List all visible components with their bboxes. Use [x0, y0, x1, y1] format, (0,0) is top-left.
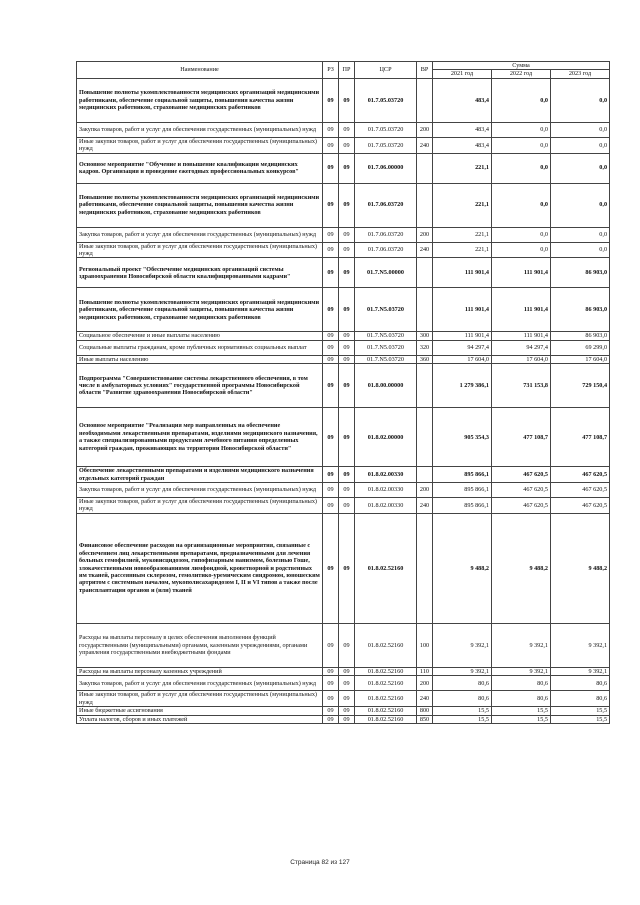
row-csr: 01.8.02.52160 — [355, 513, 417, 623]
row-amount-2021: 15,5 — [433, 715, 492, 723]
row-amount-2023: 80,6 — [551, 676, 610, 691]
row-amount-2023: 467 620,5 — [551, 498, 610, 514]
header-year-2023: 2023 год — [551, 70, 610, 78]
row-amount-2022: 9 392,1 — [492, 623, 551, 667]
row-rz: 09 — [323, 355, 339, 363]
row-pr: 09 — [339, 288, 355, 332]
row-amount-2022: 0,0 — [492, 227, 551, 242]
table-row — [77, 78, 610, 122]
row-rz: 09 — [323, 340, 339, 355]
table-row — [77, 183, 610, 227]
row-csr: 01.7.05.03720 — [355, 122, 417, 137]
row-amount-2021: 111 901,4 — [433, 288, 492, 332]
header-csr: ЦСР — [355, 62, 417, 79]
header-sum: Сумма — [433, 62, 610, 70]
row-pr: 09 — [339, 122, 355, 137]
row-amount-2023: 86 903,0 — [551, 288, 610, 332]
row-amount-2022: 15,5 — [492, 715, 551, 723]
row-amount-2021: 17 604,0 — [433, 355, 492, 363]
row-amount-2023: 80,6 — [551, 691, 610, 707]
row-amount-2022: 0,0 — [492, 122, 551, 137]
row-amount-2021: 80,6 — [433, 691, 492, 707]
row-name: Закупка товаров, работ и услуг для обеспечения государственных (муниципальных) нужд — [77, 227, 323, 242]
row-amount-2021: 895 866,1 — [433, 467, 492, 483]
row-rz: 09 — [323, 623, 339, 667]
row-pr: 09 — [339, 513, 355, 623]
row-csr: 01.8.02.52160 — [355, 707, 417, 715]
row-csr: 01.8.02.00330 — [355, 467, 417, 483]
header-year-2021: 2021 год — [433, 70, 492, 78]
row-amount-2023: 15,5 — [551, 707, 610, 715]
row-rz: 09 — [323, 183, 339, 227]
row-amount-2023: 0,0 — [551, 78, 610, 122]
row-name: Иные закупки товаров, работ и услуг для обеспечения государственных (муниципальных) нужд — [77, 691, 323, 707]
row-vr: 240 — [417, 137, 433, 153]
table-row — [77, 408, 610, 467]
row-amount-2022: 467 620,5 — [492, 498, 551, 514]
row-rz: 09 — [323, 288, 339, 332]
row-vr: 240 — [417, 242, 433, 258]
row-csr: 01.8.02.52160 — [355, 715, 417, 723]
row-rz: 09 — [323, 715, 339, 723]
row-csr: 01.7.06.03720 — [355, 227, 417, 242]
row-amount-2023: 729 150,4 — [551, 364, 610, 408]
row-amount-2021: 221,1 — [433, 227, 492, 242]
table-row — [77, 122, 610, 137]
row-amount-2022: 80,6 — [492, 676, 551, 691]
row-rz: 09 — [323, 483, 339, 498]
row-name: Иные закупки товаров, работ и услуг для обеспечения государственных (муниципальных) нужд — [77, 137, 323, 153]
table-row — [77, 707, 610, 715]
row-amount-2022: 0,0 — [492, 242, 551, 258]
table-row — [77, 288, 610, 332]
row-amount-2023: 9 488,2 — [551, 513, 610, 623]
row-vr — [417, 288, 433, 332]
row-rz: 09 — [323, 408, 339, 467]
row-amount-2022: 0,0 — [492, 183, 551, 227]
row-amount-2021: 221,1 — [433, 153, 492, 183]
row-pr: 09 — [339, 467, 355, 483]
row-amount-2023: 86 903,0 — [551, 258, 610, 288]
row-vr — [417, 258, 433, 288]
row-vr: 100 — [417, 623, 433, 667]
table-row — [77, 467, 610, 483]
page-number: Страница 82 из 127 — [290, 859, 350, 866]
row-name: Иные бюджетные ассигнования — [77, 707, 323, 715]
row-amount-2021: 895 866,1 — [433, 483, 492, 498]
row-amount-2021: 15,5 — [433, 707, 492, 715]
row-name: Расходы на выплаты персоналу в целях обеспечения выполнения функций государственными (муниципальными) органами, казенными учреждениями, органами управления государственными внебюджетными фондами — [77, 623, 323, 667]
row-pr: 09 — [339, 715, 355, 723]
row-csr: 01.7.06.03720 — [355, 242, 417, 258]
row-amount-2022: 9 392,1 — [492, 667, 551, 675]
table-body — [77, 78, 610, 723]
row-pr: 09 — [339, 227, 355, 242]
row-vr: 850 — [417, 715, 433, 723]
row-rz: 09 — [323, 707, 339, 715]
header-rz: РЗ — [323, 62, 339, 79]
row-pr: 09 — [339, 707, 355, 715]
row-amount-2021: 483,4 — [433, 78, 492, 122]
row-rz: 09 — [323, 498, 339, 514]
budget-table — [76, 61, 610, 724]
table-row — [77, 676, 610, 691]
row-amount-2021: 1 279 386,1 — [433, 364, 492, 408]
row-csr: 01.8.02.52160 — [355, 667, 417, 675]
row-vr: 200 — [417, 227, 433, 242]
row-rz: 09 — [323, 467, 339, 483]
row-amount-2021: 111 901,4 — [433, 332, 492, 340]
table-row — [77, 513, 610, 623]
row-rz: 09 — [323, 364, 339, 408]
row-vr — [417, 183, 433, 227]
row-pr: 09 — [339, 676, 355, 691]
row-amount-2022: 15,5 — [492, 707, 551, 715]
row-amount-2021: 94 297,4 — [433, 340, 492, 355]
row-csr: 01.7.N5.00000 — [355, 258, 417, 288]
row-name: Финансовое обеспечение расходов на организационные мероприятия, связанные с обеспечением лиц лекарственными препаратами, предназначенными для лечения больных гемофилией, муковисцидозом, гипофизарным нанизмом, болезнью Гоше, злокачественными новообразованиями лимфоидной, кроветворной и родственных им тканей, рассеянным склерозом, гемолитико-уремическим синдромом, юношеским артритом с системным началом, мукополисахаридозом I, II и VI типов а также после трансплантации органов и (или) тканей — [77, 513, 323, 623]
table-row — [77, 623, 610, 667]
row-amount-2023: 0,0 — [551, 153, 610, 183]
row-vr: 240 — [417, 691, 433, 707]
row-csr: 01.7.N5.03720 — [355, 332, 417, 340]
row-name: Социальные выплаты гражданам, кроме публичных нормативных социальных выплат — [77, 340, 323, 355]
row-amount-2023: 477 108,7 — [551, 408, 610, 467]
row-amount-2023: 0,0 — [551, 137, 610, 153]
row-pr: 09 — [339, 483, 355, 498]
budget-table-sheet — [76, 61, 609, 724]
row-name: Основное мероприятие "Обучение и повышение квалификации медицинских кадров. Организация и проведение ежегодных профессиональных конкурсов" — [77, 153, 323, 183]
row-amount-2023: 15,5 — [551, 715, 610, 723]
row-amount-2023: 86 903,0 — [551, 332, 610, 340]
row-amount-2021: 905 354,3 — [433, 408, 492, 467]
row-amount-2023: 0,0 — [551, 122, 610, 137]
row-vr: 110 — [417, 667, 433, 675]
row-csr: 01.7.05.03720 — [355, 78, 417, 122]
row-vr: 200 — [417, 676, 433, 691]
row-name: Закупка товаров, работ и услуг для обеспечения государственных (муниципальных) нужд — [77, 483, 323, 498]
row-amount-2021: 895 866,1 — [433, 498, 492, 514]
table-row — [77, 691, 610, 707]
row-csr: 01.8.02.52160 — [355, 691, 417, 707]
row-amount-2022: 111 901,4 — [492, 332, 551, 340]
row-vr: 200 — [417, 483, 433, 498]
row-pr: 09 — [339, 667, 355, 675]
row-csr: 01.8.02.00330 — [355, 498, 417, 514]
row-amount-2021: 221,1 — [433, 242, 492, 258]
table-row — [77, 153, 610, 183]
row-amount-2021: 483,4 — [433, 122, 492, 137]
row-amount-2021: 111 901,4 — [433, 258, 492, 288]
row-amount-2023: 9 392,1 — [551, 623, 610, 667]
table-row — [77, 340, 610, 355]
row-name: Расходы на выплаты персоналу казенных учреждений — [77, 667, 323, 675]
row-pr: 09 — [339, 340, 355, 355]
row-name: Повышение полноты укомплектованности медицинских организаций медицинскими работниками, обеспечение социальной защиты, повышения качества жизни медицинских работников, страхование медицинских работников — [77, 78, 323, 122]
row-amount-2023: 69 299,0 — [551, 340, 610, 355]
row-csr: 01.8.00.00000 — [355, 364, 417, 408]
row-amount-2022: 0,0 — [492, 137, 551, 153]
row-amount-2022: 477 108,7 — [492, 408, 551, 467]
row-name: Подпрограмма "Совершенствование системы лекарственного обеспечения, в том числе в амбулаторных условиях" государственной программы Новосибирской области "Развитие здравоохранения Новосибирской области" — [77, 364, 323, 408]
row-pr: 09 — [339, 258, 355, 288]
table-row — [77, 483, 610, 498]
row-name: Обеспечение лекарственными препаратами и изделиями медицинского назначения отдельных категорий граждан — [77, 467, 323, 483]
row-amount-2022: 467 620,5 — [492, 467, 551, 483]
row-pr: 09 — [339, 183, 355, 227]
row-vr — [417, 364, 433, 408]
table-row — [77, 667, 610, 675]
row-vr: 200 — [417, 122, 433, 137]
row-pr: 09 — [339, 364, 355, 408]
header-name: Наименование — [77, 62, 323, 79]
row-vr: 800 — [417, 707, 433, 715]
table-row — [77, 715, 610, 723]
row-rz: 09 — [323, 258, 339, 288]
row-vr: 300 — [417, 332, 433, 340]
row-amount-2021: 9 392,1 — [433, 667, 492, 675]
row-csr: 01.8.02.00330 — [355, 483, 417, 498]
row-pr: 09 — [339, 153, 355, 183]
table-row — [77, 242, 610, 258]
row-rz: 09 — [323, 513, 339, 623]
row-amount-2022: 111 901,4 — [492, 258, 551, 288]
row-amount-2022: 0,0 — [492, 78, 551, 122]
row-pr: 09 — [339, 242, 355, 258]
row-csr: 01.7.N5.03720 — [355, 355, 417, 363]
row-name: Уплата налогов, сборов и иных платежей — [77, 715, 323, 723]
row-rz: 09 — [323, 122, 339, 137]
row-csr: 01.8.02.52160 — [355, 623, 417, 667]
header-pr: ПР — [339, 62, 355, 79]
row-pr: 09 — [339, 78, 355, 122]
table-row — [77, 364, 610, 408]
header-year-2022: 2022 год — [492, 70, 551, 78]
row-csr: 01.8.02.00000 — [355, 408, 417, 467]
row-amount-2022: 467 620,5 — [492, 483, 551, 498]
row-amount-2023: 0,0 — [551, 183, 610, 227]
row-vr — [417, 78, 433, 122]
table-row — [77, 332, 610, 340]
row-amount-2021: 9 488,2 — [433, 513, 492, 623]
row-amount-2022: 80,6 — [492, 691, 551, 707]
row-csr: 01.8.02.52160 — [355, 676, 417, 691]
row-amount-2021: 80,6 — [433, 676, 492, 691]
row-pr: 09 — [339, 332, 355, 340]
row-rz: 09 — [323, 332, 339, 340]
row-csr: 01.7.N5.03720 — [355, 288, 417, 332]
row-rz: 09 — [323, 667, 339, 675]
row-csr: 01.7.05.03720 — [355, 137, 417, 153]
row-csr: 01.7.06.00000 — [355, 153, 417, 183]
row-pr: 09 — [339, 498, 355, 514]
row-amount-2022: 9 488,2 — [492, 513, 551, 623]
table-header — [77, 62, 610, 79]
row-rz: 09 — [323, 676, 339, 691]
row-vr — [417, 153, 433, 183]
row-rz: 09 — [323, 691, 339, 707]
row-pr: 09 — [339, 408, 355, 467]
row-amount-2022: 17 604,0 — [492, 355, 551, 363]
row-rz: 09 — [323, 137, 339, 153]
header-vr: ВР — [417, 62, 433, 79]
row-amount-2023: 9 392,1 — [551, 667, 610, 675]
row-vr: 360 — [417, 355, 433, 363]
row-pr: 09 — [339, 137, 355, 153]
row-name: Основное мероприятие "Реализация мер направленных на обеспечение необходимыми лекарственными препаратами, изделиями медицинского назначения, а также специализированными продуктами лечебного питания определенных категорий граждан, проживающих на территории Новосибирской области" — [77, 408, 323, 467]
row-amount-2022: 111 901,4 — [492, 288, 551, 332]
row-amount-2023: 467 620,5 — [551, 467, 610, 483]
row-amount-2022: 94 297,4 — [492, 340, 551, 355]
row-name: Социальное обеспечение и иные выплаты населению — [77, 332, 323, 340]
row-amount-2021: 483,4 — [433, 137, 492, 153]
row-rz: 09 — [323, 242, 339, 258]
row-amount-2022: 0,0 — [492, 153, 551, 183]
row-rz: 09 — [323, 153, 339, 183]
row-amount-2021: 221,1 — [433, 183, 492, 227]
row-pr: 09 — [339, 623, 355, 667]
table-row — [77, 258, 610, 288]
row-csr: 01.7.06.03720 — [355, 183, 417, 227]
row-amount-2022: 731 153,8 — [492, 364, 551, 408]
row-vr: 320 — [417, 340, 433, 355]
table-row — [77, 137, 610, 153]
row-name: Закупка товаров, работ и услуг для обеспечения государственных (муниципальных) нужд — [77, 676, 323, 691]
row-vr — [417, 408, 433, 467]
row-pr: 09 — [339, 355, 355, 363]
row-amount-2023: 0,0 — [551, 242, 610, 258]
table-row — [77, 355, 610, 363]
row-name: Закупка товаров, работ и услуг для обеспечения государственных (муниципальных) нужд — [77, 122, 323, 137]
row-name: Повышение полноты укомплектованности медицинских организаций медицинскими работниками, обеспечение социальной защиты, повышения качества жизни медицинских работников, страхование медицинских работников — [77, 288, 323, 332]
table-row — [77, 227, 610, 242]
row-csr: 01.7.N5.03720 — [355, 340, 417, 355]
row-amount-2023: 0,0 — [551, 227, 610, 242]
row-amount-2021: 9 392,1 — [433, 623, 492, 667]
row-name: Иные закупки товаров, работ и услуг для обеспечения государственных (муниципальных) нужд — [77, 242, 323, 258]
table-row — [77, 498, 610, 514]
row-name: Иные закупки товаров, работ и услуг для обеспечения государственных (муниципальных) нужд — [77, 498, 323, 514]
row-rz: 09 — [323, 78, 339, 122]
row-amount-2023: 467 620,5 — [551, 483, 610, 498]
row-rz: 09 — [323, 227, 339, 242]
row-name: Региональный проект "Обеспечение медицинских организаций системы здравоохранения Новосибирской области квалифицированными кадрами" — [77, 258, 323, 288]
row-amount-2023: 17 604,0 — [551, 355, 610, 363]
row-vr — [417, 513, 433, 623]
row-pr: 09 — [339, 691, 355, 707]
row-name: Повышение полноты укомплектованности медицинских организаций медицинскими работниками, обеспечение социальной защиты, повышения качества жизни медицинских работников, страхование медицинских работников — [77, 183, 323, 227]
row-vr: 240 — [417, 498, 433, 514]
row-name: Иные выплаты населению — [77, 355, 323, 363]
row-vr — [417, 467, 433, 483]
